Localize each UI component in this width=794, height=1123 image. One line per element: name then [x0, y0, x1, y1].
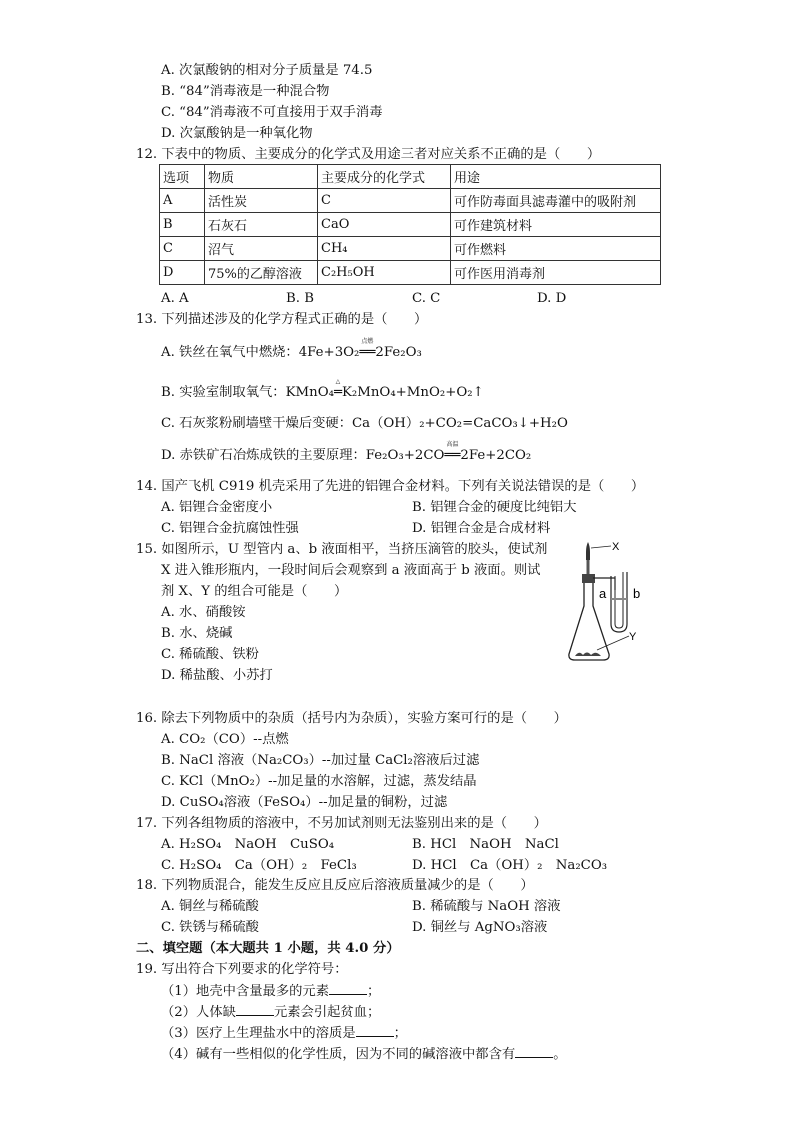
- table-cell: D: [160, 261, 205, 285]
- equation-right: 2Fe+2CO₂: [460, 448, 532, 463]
- table-cell: 可作建筑材料: [451, 213, 661, 237]
- table-cell: A: [160, 189, 205, 213]
- q16-option-b: B. NaCl 溶液（Na₂CO₃）--加过量 CaCl₂溶液后过滤: [161, 753, 480, 768]
- q12-option-a: A. A: [161, 291, 189, 306]
- q11-option-d: D. 次氯酸钠是一种氧化物: [161, 126, 313, 141]
- table-row: [160, 189, 661, 213]
- table-cell: B: [160, 213, 205, 237]
- q15-stem-line1: 15. 如图所示，U 型管内 a、b 液面相平，当挤压滴管的胶头，使试剂: [136, 542, 548, 557]
- q12-option-b: B. B: [286, 291, 314, 306]
- table-row: [160, 237, 661, 261]
- q19-part-4: [161, 1045, 566, 1064]
- answer-blank[interactable]: [515, 1045, 553, 1058]
- dropper-bulb: [586, 542, 590, 560]
- table-header-cell: 选项: [160, 165, 205, 189]
- q13-stem: 13. 下列描述涉及的化学方程式正确的是（ ）: [136, 312, 428, 327]
- q15-stem-line2: X 进入锥形瓶内，一段时间后会观察到 a 液面高于 b 液面。则试: [161, 563, 541, 578]
- equation-right: 2Fe₂O₃: [375, 345, 422, 360]
- q12-stem: 12. 下表中的物质、主要成分的化学式及用途三者对应关系不正确的是（ ）: [136, 147, 601, 162]
- u-tube-outer: [611, 572, 627, 632]
- table-cell: 可作燃料: [451, 237, 661, 261]
- part-end: ；: [393, 1026, 407, 1041]
- q15-option-b: B. 水、烧碱: [161, 626, 233, 641]
- q17-stem: 17. 下列各组物质的溶液中，不另加试剂则无法鉴别出来的是（ ）: [136, 816, 547, 831]
- solid-y: [575, 653, 601, 657]
- answer-blank[interactable]: [236, 1003, 274, 1016]
- q19-stem: 19. 写出符合下列要求的化学符号：: [136, 962, 348, 977]
- q14-option-c: C. 铝锂合金抗腐蚀性强: [161, 521, 299, 536]
- q14-option-a: A. 铝锂合金密度小: [161, 500, 273, 515]
- q13-option-c: C. 石灰浆粉刷墙壁干燥后变硬：Ca（OH）₂+CO₂=CaCO₃↓+H₂O: [161, 416, 568, 431]
- table-cell: 沼气: [205, 237, 318, 261]
- q16-option-d: D. CuSO₄溶液（FeSO₄）--加足量的铜粉，过滤: [161, 795, 448, 810]
- q14-stem: 14. 国产飞机 C919 机壳采用了先进的铝锂合金材料。下列有关说法错误的是（ ）: [136, 479, 645, 494]
- table-header-cell: 用途: [451, 165, 661, 189]
- label-a: a: [599, 586, 607, 601]
- table-cell: CaO: [318, 213, 451, 237]
- q15-option-a: A. 水、硝酸铵: [161, 605, 246, 620]
- reaction-condition: 高温: [446, 441, 459, 448]
- table-cell: 可作防毒面具滤毒灌中的吸附剂: [451, 189, 661, 213]
- table-cell: 可作医用消毒剂: [451, 261, 661, 285]
- table-header-cell: 物质: [205, 165, 318, 189]
- equation-left: B. 实验室制取氧气：KMnO₄: [161, 385, 334, 400]
- part-end: ；: [367, 984, 381, 999]
- q14-option-b: B. 铝锂合金的硬度比纯铝大: [412, 500, 577, 515]
- equation-sign: 点燃 ══: [359, 338, 376, 360]
- label-b: b: [633, 586, 641, 601]
- table-cell: C: [160, 237, 205, 261]
- q16-option-c: C. KCl（MnO₂）--加足量的水溶解，过滤，蒸发结晶: [161, 774, 477, 789]
- q12-option-d: D. D: [537, 291, 567, 306]
- equation-left: A. 铁丝在氧气中燃烧：4Fe+3O₂: [161, 345, 360, 360]
- q11-option-c: C. “84”消毒液不可直接用于双手消毒: [161, 105, 383, 120]
- q13-option-b: [161, 378, 484, 402]
- q17-option-b: B. HCl NaOH NaCl: [412, 837, 559, 852]
- q19-part-1: [161, 982, 380, 1001]
- q18-stem: 18. 下列物质混合，能发生反应且反应后溶液质量减少的是（ ）: [136, 878, 534, 893]
- q18-option-d: D. 铜丝与 AgNO₃溶液: [412, 920, 548, 935]
- table-row: [160, 213, 661, 237]
- table-header-row: [160, 165, 661, 189]
- table-cell: CH₄: [318, 237, 451, 261]
- q17-option-d: D. HCl Ca（OH）₂ Na₂CO₃: [412, 858, 608, 873]
- q16-stem: 16. 除去下列物质中的杂质（括号内为杂质），实验方案可行的是（ ）: [136, 711, 567, 726]
- q14-option-d: D. 铝锂合金是合成材料: [412, 521, 551, 536]
- y-pointer-line: [597, 636, 629, 650]
- equation-sign: 高温 ══: [444, 441, 461, 463]
- q15-stem-line3: 剂 X、Y 的组合可能是（ ）: [161, 584, 348, 599]
- liquid-level: [611, 598, 627, 600]
- q18-option-c: C. 铁锈与稀硫酸: [161, 920, 259, 935]
- q12-table: [159, 164, 661, 285]
- reaction-condition: △: [335, 378, 341, 385]
- q15-option-d: D. 稀盐酸、小苏打: [161, 668, 273, 683]
- x-pointer-line: [591, 546, 611, 548]
- q13-option-a: [161, 338, 422, 362]
- q11-option-a: A. 次氯酸钠的相对分子质量是 74.5: [161, 63, 373, 78]
- part-text: 元素会引起贫血；: [273, 1005, 381, 1020]
- q19-part-2: [161, 1003, 380, 1022]
- table-cell: C₂H₅OH: [318, 261, 451, 285]
- q13-option-d: [161, 441, 532, 465]
- reaction-condition: 点燃: [361, 338, 374, 345]
- q17-option-c: C. H₂SO₄ Ca（OH）₂ FeCl₃: [161, 858, 357, 873]
- answer-blank[interactable]: [329, 982, 367, 995]
- table-cell: C: [318, 189, 451, 213]
- equation-sign: △ ═: [333, 378, 342, 400]
- section-heading: 二、填空题（本大题共 1 小题，共 4.0 分）: [136, 941, 400, 956]
- part-end: 。: [553, 1047, 567, 1062]
- part-text: （4）碱有一些相似的化学性质，因为不同的碱溶液中都含有: [161, 1047, 516, 1062]
- equation-left: D. 赤铁矿石冶炼成铁的主要原理：Fe₂O₃+2CO: [161, 448, 445, 463]
- q18-option-a: A. 铜丝与稀硫酸: [161, 899, 259, 914]
- q12-option-c: C. C: [412, 291, 441, 306]
- table-row: [160, 261, 661, 285]
- table-cell: 活性炭: [205, 189, 318, 213]
- answer-blank[interactable]: [356, 1024, 394, 1037]
- q15-option-c: C. 稀硫酸、铁粉: [161, 647, 259, 662]
- flask-u-tube-figure: [555, 538, 670, 666]
- label-y: Y: [629, 631, 637, 643]
- q11-option-b: B. “84”消毒液是一种混合物: [161, 84, 330, 99]
- equation-right: K₂MnO₄+MnO₂+O₂↑: [341, 385, 484, 400]
- part-text: （3）医疗上生理盐水中的溶质是: [161, 1026, 356, 1041]
- table-cell: 75%的乙醇溶液: [205, 261, 318, 285]
- q16-option-a: A. CO₂（CO）--点燃: [161, 732, 289, 747]
- table-cell: 石灰石: [205, 213, 318, 237]
- part-text: （2）人体缺: [161, 1005, 236, 1020]
- q19-part-3: [161, 1024, 407, 1043]
- q17-option-a: A. H₂SO₄ NaOH CuSO₄: [161, 837, 335, 852]
- table-header-cell: 主要成分的化学式: [318, 165, 451, 189]
- q18-option-b: B. 稀硫酸与 NaOH 溶液: [412, 899, 561, 914]
- part-text: （1）地壳中含量最多的元素: [161, 984, 330, 999]
- label-x: X: [612, 541, 620, 553]
